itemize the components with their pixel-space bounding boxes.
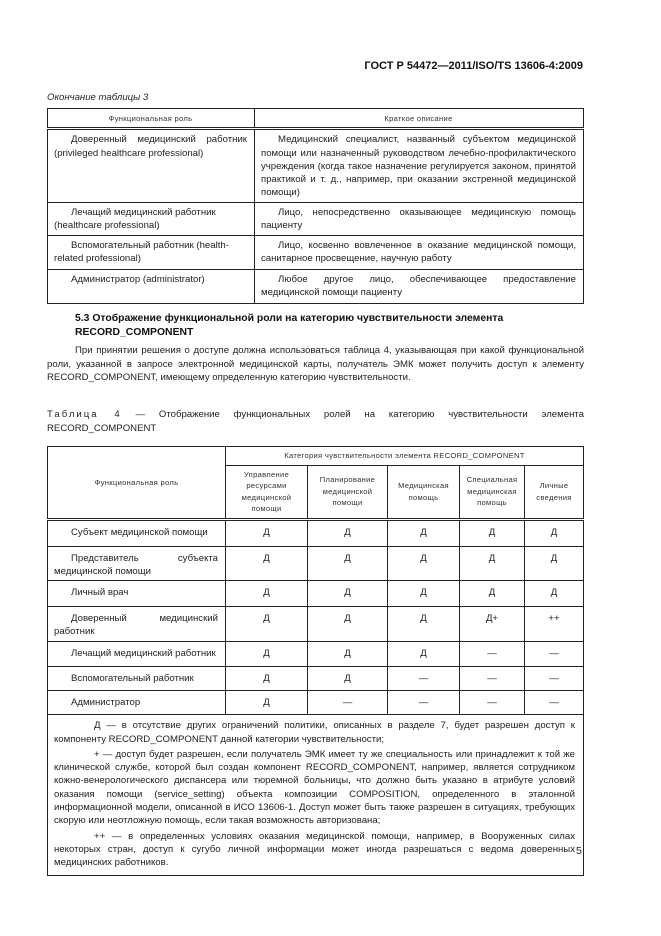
table-3 (47, 108, 584, 304)
access-cell: Д (460, 546, 525, 581)
table-header-row (48, 447, 584, 466)
section-heading: 5.3 Отображение функциональной роли на категорию чувствительности элемента RECORD_COMPONENT (75, 313, 504, 338)
access-cell: Д+ (460, 607, 525, 642)
access-cell: Д (525, 546, 584, 581)
role-cell: Лечащий медицинский работник (healthcare professional) (48, 202, 255, 235)
access-cell: — (460, 641, 525, 666)
table4-caption (47, 408, 584, 435)
access-cell: — (525, 690, 584, 714)
role-cell: Субъект медицинской помощи (48, 519, 226, 546)
access-cell: — (308, 690, 388, 714)
access-cell: Д (226, 581, 308, 607)
access-cell: Д (388, 546, 460, 581)
column-group-header: Категория чувствительности элемента RECORD_COMPONENT (226, 447, 584, 466)
table4-caption-text: — Отображение функциональных ролей на категорию чувствительности элемента RECORD_COMPONENT (47, 409, 584, 434)
table-row (48, 581, 584, 607)
role-cell: Вспомогательный работник (48, 666, 226, 690)
access-cell: Д (308, 607, 388, 642)
description-cell: Лицо, косвенно вовлеченное в оказание медицинской помощи, санитарное просвещение, научную работу (255, 235, 584, 269)
column-header: Функциональная роль (48, 109, 255, 129)
access-cell: Д (525, 519, 584, 546)
table3-caption: Окончание таблицы 3 (47, 92, 149, 103)
access-cell: Д (388, 641, 460, 666)
access-cell: Д (308, 519, 388, 546)
column-header: Медицинская помощь (388, 465, 460, 519)
table-header-row (48, 109, 584, 129)
access-cell: Д (388, 607, 460, 642)
column-header: Личные сведения (525, 465, 584, 519)
access-cell: Д (226, 519, 308, 546)
table-row (48, 519, 584, 546)
table-notes-row (48, 715, 584, 875)
note-d: Д — в отсутствие других ограничений политики, описанных в разделе 7, будет разрешен доступ к компоненту RECORD_COMPONENT данной категории чувствительности; (54, 720, 575, 745)
access-cell: — (388, 690, 460, 714)
access-cell: — (460, 690, 525, 714)
access-cell: ++ (525, 607, 584, 642)
access-cell: Д (226, 546, 308, 581)
access-cell: Д (226, 641, 308, 666)
column-header: Специальная медицинская помощь (460, 465, 525, 519)
access-cell: Д (308, 666, 388, 690)
access-cell: Д (525, 581, 584, 607)
description-cell: Лицо, непосредственно оказывающее медицинскую помощь пациенту (255, 202, 584, 235)
note-double-plus: ++ — в определенных условиях оказания медицинской помощи, например, в Вооруженных силах некоторых стран, доступ к сугубо личной информации может иногда разрешаться с ведома доверенных медицинских работников. (54, 830, 575, 869)
role-cell: Доверенный медицинский работник (privileged healthcare professional) (48, 129, 255, 202)
access-cell: — (525, 641, 584, 666)
table4-caption-label: Таблица 4 (47, 409, 122, 420)
access-cell: Д (460, 581, 525, 607)
access-cell: Д (226, 607, 308, 642)
role-cell: Лечащий медицинский работник (48, 641, 226, 666)
role-cell: Личный врач (48, 581, 226, 607)
table-row (48, 690, 584, 714)
access-cell: Д (226, 690, 308, 714)
role-cell: Доверенный медицинский работник (48, 607, 226, 642)
body-paragraph: При принятии решения о доступе должна использоваться таблица 4, указывающая при какой функциональной роли, указанной в запросе электронной медицинской карты, получатель ЭМК может получить доступ к элементу RECORD_COMPONENT, имеющему определенную категорию чувствительности. (47, 345, 584, 384)
note-plus: + — доступ будет разрешен, если получатель ЭМК имеет ту же специальность или принадлежит к той же клинической службе, которой был создан компонент RECORD_COMPONENT, например, является сотрудником кожно-венерологического диспансера или тюремной больницы, что должно быть указано в атрибуте условий оказания помощи (service_setting) объекта композиции COMPOSITION, определенного в эталонной информационной модели, описанной в ИСО 13606-1. Доступ может быть также разрешен в ситуациях, требующих скорую или неотложную помощь, если такая возможность авторизована; (54, 748, 575, 827)
role-cell: Администратор (administrator) (48, 269, 255, 303)
table-row (48, 641, 584, 666)
table-row (48, 269, 584, 303)
access-cell: Д (388, 519, 460, 546)
access-cell: Д (460, 519, 525, 546)
column-header: Планирование медицинской помощи (308, 465, 388, 519)
table-notes (48, 715, 584, 875)
document-header: ГОСТ Р 54472—2011/ISO/TS 13606-4:2009 (364, 60, 583, 72)
access-cell: — (388, 666, 460, 690)
access-cell: Д (308, 546, 388, 581)
table-row (48, 202, 584, 235)
access-cell: Д (388, 581, 460, 607)
table-4 (47, 446, 584, 876)
table-row (48, 129, 584, 202)
role-cell: Администратор (48, 690, 226, 714)
description-cell: Любое другое лицо, обеспечивающее предоставление медицинской помощи пациенту (255, 269, 584, 303)
access-cell: Д (308, 581, 388, 607)
column-header-role: Функциональная роль (48, 447, 226, 520)
role-cell: Представитель субъекта медицинской помощи (48, 546, 226, 581)
page-number: 5 (576, 845, 582, 857)
access-cell: Д (308, 641, 388, 666)
role-cell: Вспомогательный работник (health-related professional) (48, 235, 255, 269)
table-row (48, 607, 584, 642)
column-header: Краткое описание (255, 109, 584, 129)
column-header: Управление ресурсами медицинской помощи (226, 465, 308, 519)
access-cell: Д (226, 666, 308, 690)
table-row (48, 546, 584, 581)
description-cell: Медицинский специалист, названный субъектом медицинской помощи или назначенный руководством лечебно-профилактического учреждения (когда такое назначение регулируется законом, принятой практикой и т. д., например, при оказании экстренной медицинской помощи) (255, 129, 584, 202)
table-row (48, 666, 584, 690)
access-cell: — (525, 666, 584, 690)
table-row (48, 235, 584, 269)
access-cell: — (460, 666, 525, 690)
